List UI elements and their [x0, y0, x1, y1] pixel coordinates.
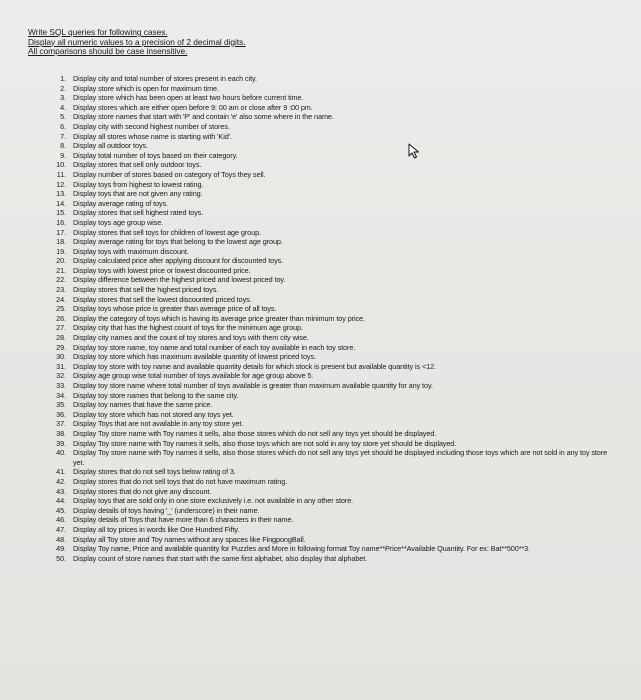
question-item	[46, 199, 616, 209]
question-item	[46, 247, 616, 257]
question-text: Display stores that sell only outdoor toys.	[73, 160, 202, 170]
question-text: Display stores that do not give any discount.	[73, 486, 212, 496]
question-number: 17.	[56, 227, 66, 237]
question-number: 48.	[56, 534, 66, 544]
question-item	[46, 141, 616, 151]
question-text: Display calculated price after applying discount for discounted toys.	[73, 256, 284, 266]
question-number: 49.	[56, 544, 66, 554]
question-text: Display Toy name, Price and available quantity for Puzzles and More in following format Toy name**Price**Available Quantity. For ex: Bat**500**3.	[73, 544, 531, 554]
question-number: 42.	[56, 476, 66, 486]
question-item	[46, 256, 616, 266]
question-text: Display city with second highest number of stores.	[73, 121, 230, 131]
question-text: Display city and total number of stores present in each city.	[73, 74, 257, 83]
question-item	[46, 419, 616, 429]
question-item	[46, 132, 616, 142]
question-text: Display toy store names that belong to the same city.	[73, 390, 239, 400]
question-text: Display Toy store name with Toy names it sells, also those stores which do not sell any toys yet should be displayed.	[73, 428, 437, 438]
question-item	[46, 314, 616, 324]
question-number: 40.	[56, 448, 66, 458]
question-text: Display Toy store name with Toy names it sells, also those toys which are not sold in any toy store yet should be displayed.	[73, 438, 457, 448]
question-number: 14.	[56, 198, 66, 208]
question-text: Display toy store with toy name and available quantity details for which stock is present but available quantity is <12.	[73, 361, 436, 371]
question-text: Display toys from highest to lowest rating.	[73, 179, 204, 189]
question-text: Display details of Toys that have more than 6 characters in their name.	[73, 515, 294, 525]
question-item	[46, 487, 616, 497]
question-number: 15.	[56, 208, 66, 218]
instruction-case: All comparisons should be case insensitive.	[28, 46, 188, 57]
question-item	[46, 237, 616, 247]
question-item	[46, 535, 616, 545]
question-number: 29.	[56, 342, 66, 352]
question-number: 35.	[56, 400, 66, 410]
question-number: 34.	[56, 390, 66, 400]
question-number: 27.	[56, 323, 66, 333]
question-number: 41.	[56, 467, 66, 477]
question-number: 16.	[56, 217, 66, 227]
question-number: 12.	[56, 179, 66, 189]
question-list	[46, 74, 616, 563]
question-text: Display the category of toys which is having its average price greater than minimum toy price.	[73, 313, 365, 323]
question-text: Display store names that start with 'P' and contain 'e' also some where in the name.	[73, 112, 334, 122]
question-text: Display average rating for toys that belong to the lowest age group.	[73, 237, 283, 247]
question-item	[46, 84, 616, 94]
question-number: 9.	[60, 150, 66, 160]
question-number: 25.	[56, 304, 66, 314]
question-item	[46, 525, 616, 535]
question-item	[46, 295, 616, 305]
question-number: 2.	[60, 83, 66, 93]
question-item	[46, 323, 616, 333]
question-number: 3.	[60, 93, 66, 103]
question-item	[46, 410, 616, 420]
question-number: 20.	[56, 256, 66, 266]
instructions-header	[28, 28, 608, 57]
question-text: Display all outdoor toys.	[73, 141, 148, 151]
question-number: 18.	[56, 237, 66, 247]
question-item	[46, 208, 616, 218]
question-text: Display stores that sell highest rated toys.	[73, 208, 204, 218]
question-text: Display toy store which has not stored any toys yet.	[73, 409, 234, 419]
question-number: 43.	[56, 486, 66, 496]
question-text: Display store which has been open at least two hours before current time.	[73, 93, 304, 103]
question-item	[46, 439, 616, 449]
question-number: 47.	[56, 524, 66, 534]
question-text: Display stores that do not sell toys that do not have maximum rating.	[73, 476, 288, 486]
question-item	[46, 151, 616, 161]
question-item	[46, 362, 616, 372]
question-item	[46, 429, 616, 439]
question-item	[46, 170, 616, 180]
question-text: Display stores that sell the lowest discounted priced toys.	[73, 294, 252, 304]
question-item	[46, 285, 616, 295]
question-item	[46, 112, 616, 122]
question-text: Display Toys that are not available in any toy store yet.	[73, 419, 244, 429]
question-text: Display details of toys having '_' (underscore) in their name.	[73, 505, 260, 515]
question-item	[46, 467, 616, 477]
question-text: Display average rating of toys.	[73, 198, 169, 208]
question-number: 46.	[56, 515, 66, 525]
question-number: 30.	[56, 352, 66, 362]
question-item	[46, 496, 616, 506]
question-number: 32.	[56, 371, 66, 381]
question-text: Display Toy store name with Toy names it sells, also those stores which do not sell any toys yet should be displayed including those toys which are not sold in any toy store yet.	[73, 448, 608, 467]
question-number: 19.	[56, 246, 66, 256]
question-text: Display toy store name, toy name and total number of each toy available in each toy store.	[73, 342, 356, 352]
question-item	[46, 400, 616, 410]
question-text: Display toys age group wise.	[73, 217, 164, 227]
question-number: 26.	[56, 313, 66, 323]
question-item	[46, 266, 616, 276]
question-number: 10.	[56, 160, 66, 170]
question-item	[46, 554, 616, 564]
question-text: Display city names and the count of toy stores and toys with them city wise.	[73, 333, 309, 343]
question-number: 23.	[56, 285, 66, 295]
question-text: Display count of store names that start with the same first alphabet, also display that alphabet.	[73, 553, 368, 563]
question-item	[46, 218, 616, 228]
question-item	[46, 477, 616, 487]
question-text: Display all toy prices in words like One Hundred Fifty.	[73, 524, 240, 534]
question-number: 31.	[56, 361, 66, 371]
question-item	[46, 515, 616, 525]
instruction-title: Write SQL queries for following cases.	[28, 27, 168, 37]
question-number: 37.	[56, 419, 66, 429]
question-text: Display stores that sell the highest priced toys.	[73, 285, 219, 295]
question-item	[46, 103, 616, 113]
question-text: Display all Toy store and Toy names without any spaces like FingpongBall.	[73, 534, 306, 544]
question-item	[46, 304, 616, 314]
mouse-pointer-icon	[408, 143, 420, 159]
question-text: Display toy store which has maximum available quantity of lowest priced toys.	[73, 352, 316, 362]
question-item	[46, 74, 616, 84]
question-number: 7.	[60, 131, 66, 141]
question-number: 1.	[60, 74, 66, 83]
question-text: Display difference between the highest priced and lowest priced toy.	[73, 275, 286, 285]
question-item	[46, 275, 616, 285]
question-number: 39.	[56, 438, 66, 448]
question-item	[46, 228, 616, 238]
question-number: 36.	[56, 409, 66, 419]
question-item	[46, 448, 616, 467]
question-text: Display toys that are sold only in one store exclusively i.e. not available in any other store.	[73, 496, 354, 506]
question-item	[46, 352, 616, 362]
question-item	[46, 180, 616, 190]
question-item	[46, 544, 616, 554]
question-text: Display age group wise total number of toys available for age group above 5.	[73, 371, 314, 381]
question-number: 38.	[56, 428, 66, 438]
question-number: 6.	[60, 121, 66, 131]
question-item	[46, 189, 616, 199]
instruction-precision: Display all numeric values to a precision of 2 decimal digits.	[28, 36, 246, 47]
question-text: Display all stores whose name is starting with 'Kid'.	[73, 131, 232, 141]
question-number: 45.	[56, 505, 66, 515]
question-item	[46, 391, 616, 401]
question-text: Display stores which are either open before 9: 00 am or close after 9 :00 pm.	[73, 102, 313, 112]
question-number: 24.	[56, 294, 66, 304]
question-item	[46, 506, 616, 516]
question-text: Display stores that do not sell toys below rating of 3.	[73, 467, 236, 477]
question-number: 5.	[60, 112, 66, 122]
question-number: 11.	[56, 169, 66, 179]
question-item	[46, 333, 616, 343]
question-number: 33.	[56, 381, 66, 390]
question-text: Display stores that sell toys for children of lowest age group.	[73, 227, 261, 237]
question-text: Display total number of toys based on their category.	[73, 150, 238, 160]
question-number: 50.	[56, 553, 66, 563]
question-text: Display toy names that have the same price.	[73, 400, 213, 410]
question-item	[46, 93, 616, 103]
question-number: 44.	[56, 496, 66, 506]
question-number: 4.	[60, 102, 66, 112]
question-number: 28.	[56, 333, 66, 343]
question-text: Display toys whose price is greater than average price of all toys.	[73, 304, 277, 314]
question-text: Display store which is open for maximum time.	[73, 83, 219, 93]
question-text: Display toys with maximum discount.	[73, 246, 189, 256]
question-item	[46, 381, 616, 391]
question-number: 21.	[56, 265, 66, 275]
question-text: Display toy store name where total number of toys available is greater than maximum available quantity for any toy.	[73, 381, 433, 390]
question-text: Display city that has the highest count of toys for the minimum age group.	[73, 323, 303, 333]
question-text: Display toys that are not given any rating.	[73, 189, 203, 199]
question-item	[46, 160, 616, 170]
question-item	[46, 122, 616, 132]
question-text: Display number of stores based on category of Toys they sell.	[73, 169, 266, 179]
question-text: Display toys with lowest price or lowest discounted price.	[73, 265, 251, 275]
question-number: 13.	[56, 189, 66, 199]
question-number: 22.	[56, 275, 66, 285]
question-item	[46, 371, 616, 381]
question-item	[46, 343, 616, 353]
question-number: 8.	[60, 141, 66, 151]
